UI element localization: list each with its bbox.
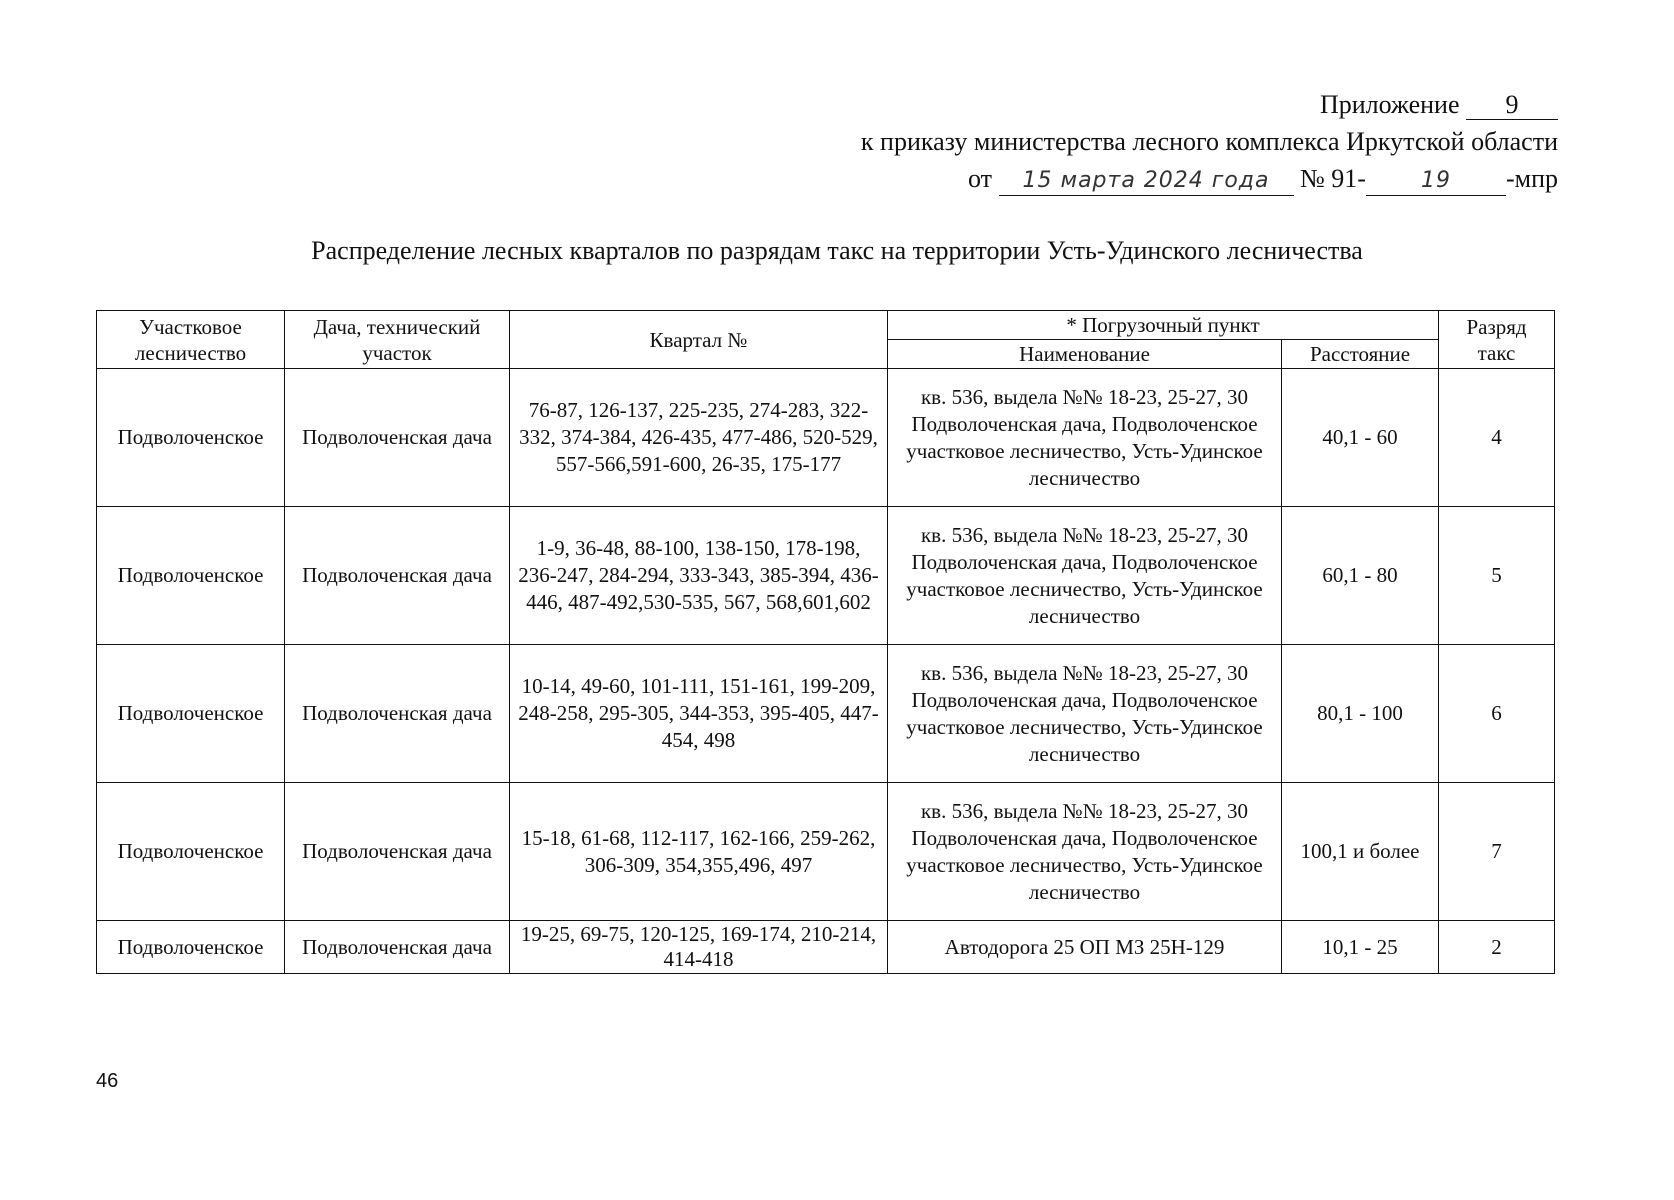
appendix-header bbox=[861, 86, 1558, 197]
table-row bbox=[97, 645, 1555, 783]
cell-dacha: Подволоченская дача bbox=[285, 507, 510, 645]
cell-loading-name: кв. 536, выдела №№ 18-23, 25-27, 30 Подволоченская дача, Подволоченское участковое лесничество, Усть-Удинское лесничество bbox=[888, 507, 1282, 645]
handwritten-date: 15 марта 2024 года bbox=[999, 167, 1294, 196]
header-loading-point: * Погрузочный пункт bbox=[888, 311, 1439, 340]
cell-distance: 40,1 - 60 bbox=[1282, 369, 1439, 507]
table-row bbox=[97, 783, 1555, 921]
header-dacha: Дача, технический участок bbox=[285, 311, 510, 369]
cell-dacha: Подволоченская дача bbox=[285, 783, 510, 921]
cell-kvartal: 19-25, 69-75, 120-125, 169-174, 210-214, 414-418 bbox=[510, 921, 888, 974]
cell-forestry: Подволоченское bbox=[97, 369, 285, 507]
distribution-table bbox=[96, 310, 1555, 974]
cell-dacha: Подволоченская дача bbox=[285, 645, 510, 783]
table-row bbox=[97, 369, 1555, 507]
table-row bbox=[97, 507, 1555, 645]
cell-kvartal: 76-87, 126-137, 225-235, 274-283, 322-332, 374-384, 426-435, 477-486, 520-529, 557-566,591-600, 26-35, 175-177 bbox=[510, 369, 888, 507]
cell-forestry: Подволоченское bbox=[97, 507, 285, 645]
cell-loading-name: кв. 536, выдела №№ 18-23, 25-27, 30 Подволоченская дача, Подволоченское участковое лесничество, Усть-Удинское лесничество bbox=[888, 645, 1282, 783]
cell-loading-name: Автодорога 25 ОП МЗ 25Н-129 bbox=[888, 921, 1282, 974]
table-header-row bbox=[97, 311, 1555, 340]
cell-loading-name: кв. 536, выдела №№ 18-23, 25-27, 30 Подволоченская дача, Подволоченское участковое лесничество, Усть-Удинское лесничество bbox=[888, 783, 1282, 921]
number-prefix: № 91- bbox=[1300, 164, 1366, 193]
order-line: к приказу министерства лесного комплекса Иркутской области bbox=[860, 127, 1558, 156]
cell-forestry: Подволоченское bbox=[97, 645, 285, 783]
cell-distance: 60,1 - 80 bbox=[1282, 507, 1439, 645]
header-kvartal: Квартал № bbox=[510, 311, 888, 369]
cell-kvartal: 15-18, 61-68, 112-117, 162-166, 259-262, 306-309, 354,355,496, 497 bbox=[510, 783, 888, 921]
date-prefix: от bbox=[967, 164, 992, 193]
cell-kvartal: 1-9, 36-48, 88-100, 138-150, 178-198, 236-247, 284-294, 333-343, 385-394, 436-446, 487-492,530-535, 567, 568,601,602 bbox=[510, 507, 888, 645]
table-row bbox=[97, 921, 1555, 974]
order-date-line bbox=[861, 160, 1558, 197]
appendix-line bbox=[861, 86, 1558, 123]
page-number: 46 bbox=[96, 1070, 119, 1092]
cell-rank: 5 bbox=[1439, 507, 1555, 645]
cell-dacha: Подволоченская дача bbox=[285, 921, 510, 974]
cell-loading-name: кв. 536, выдела №№ 18-23, 25-27, 30 Подволоченская дача, Подволоченское участковое лесничество, Усть-Удинское лесничество bbox=[888, 369, 1282, 507]
handwritten-number: 19 bbox=[1366, 167, 1506, 196]
cell-rank: 2 bbox=[1439, 921, 1555, 974]
cell-distance: 80,1 - 100 bbox=[1282, 645, 1439, 783]
document-title: Распределение лесных кварталов по разрядам такс на территории Усть-Удинского лесничества bbox=[311, 236, 1363, 265]
header-rank: Разряд такс bbox=[1439, 311, 1555, 369]
header-distance: Расстояние bbox=[1282, 340, 1439, 369]
cell-distance: 10,1 - 25 bbox=[1282, 921, 1439, 974]
cell-dacha: Подволоченская дача bbox=[285, 369, 510, 507]
number-suffix: -мпр bbox=[1505, 164, 1558, 193]
cell-rank: 4 bbox=[1439, 369, 1555, 507]
cell-rank: 7 bbox=[1439, 783, 1555, 921]
header-name: Наименование bbox=[888, 340, 1282, 369]
cell-kvartal: 10-14, 49-60, 101-111, 151-161, 199-209, 248-258, 295-305, 344-353, 395-405, 447-454, 498 bbox=[510, 645, 888, 783]
cell-forestry: Подволоченское bbox=[97, 921, 285, 974]
cell-rank: 6 bbox=[1439, 645, 1555, 783]
cell-forestry: Подволоченское bbox=[97, 783, 285, 921]
appendix-label: Приложение bbox=[1319, 90, 1460, 119]
appendix-number: 9 bbox=[1466, 91, 1558, 120]
cell-distance: 100,1 и более bbox=[1282, 783, 1439, 921]
header-forestry: Участковое лесничество bbox=[97, 311, 285, 369]
